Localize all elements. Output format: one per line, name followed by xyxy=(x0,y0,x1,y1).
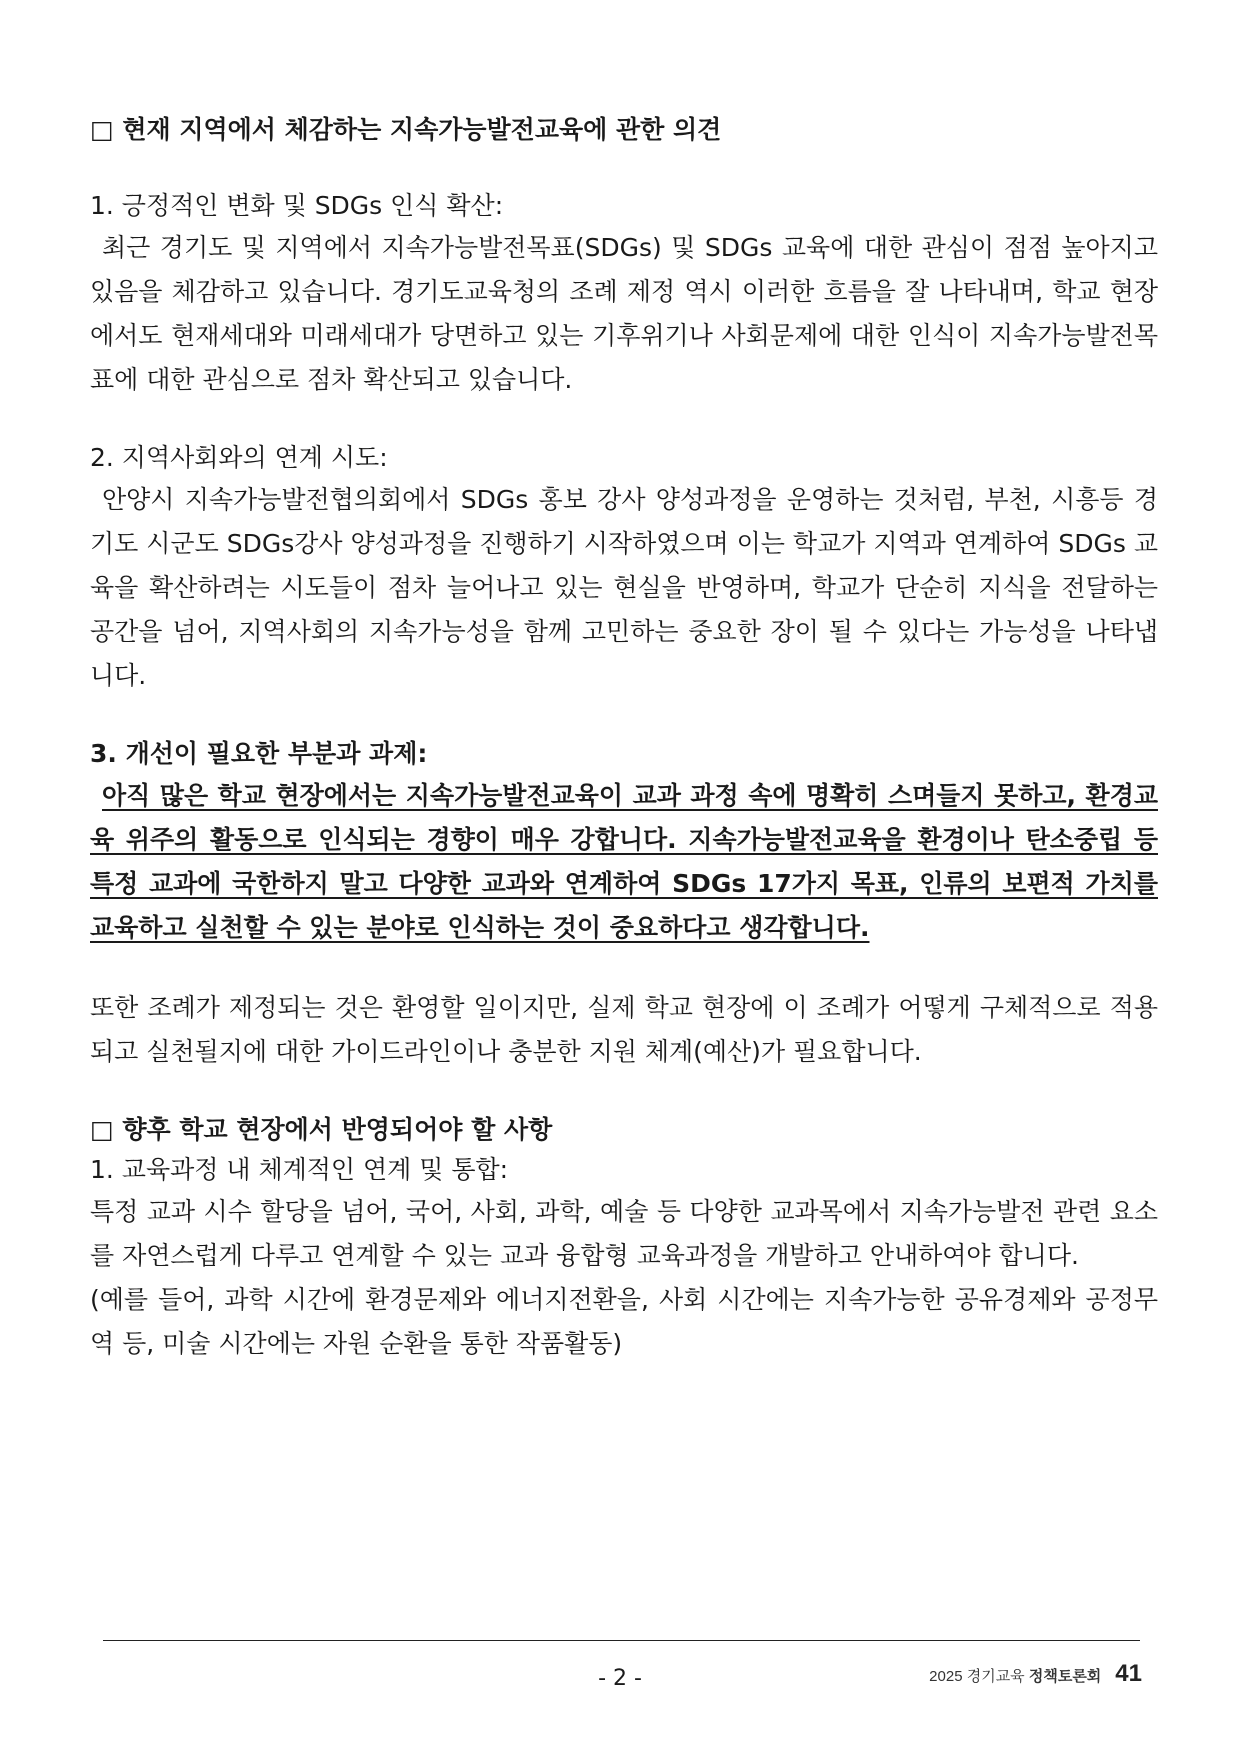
item-title-positive-change: 1. 긍정적인 변화 및 SDGs 인식 확산: xyxy=(90,191,504,220)
footer-divider xyxy=(103,1640,1140,1641)
paragraph-curriculum-example: (예를 들어, 과학 시간에 환경문제와 에너지전환을, 사회 시간에는 지속가능한 공유경제와 공정무역 등, 미술 시간에는 자원 순환을 통한 작품활동) xyxy=(90,1285,1158,1358)
footer-label-suffix: 정책토론회 xyxy=(1028,1668,1102,1685)
section-heading-future-reflection: □ 향후 학교 현장에서 반영되어야 할 사항 xyxy=(90,1115,553,1144)
page-number: 41 xyxy=(1115,1660,1142,1687)
footer-label-prefix: 2025 경기교육 xyxy=(929,1668,1025,1685)
footer-label xyxy=(929,1665,1101,1686)
paragraph-guidelines-support: 또한 조례가 제정되는 것은 환영할 일이지만, 실제 학교 현장에 이 조례가 어떻게 구체적으로 적용되고 실천될지에 대한 가이드라인이나 충분한 지원 체계(예산)가 필요합니다. xyxy=(90,993,1158,1066)
page-marker: - 2 - xyxy=(598,1666,642,1691)
item-title-community-link: 2. 지역사회와의 연계 시도: xyxy=(90,443,388,472)
paragraph-positive-change: 최근 경기도 및 지역에서 지속가능발전목표(SDGs) 및 SDGs 교육에 대한 관심이 점점 높아지고 있음을 체감하고 있습니다. 경기도교육청의 조례 제정 역시 이러한 흐름을 잘 나타내며, 학교 현장에서도 현재세대와 미래세대가 당면하고 있는 기후위기나 사회문제에 대한 인식이 지속가능발전목표에 대한 관심으로 점차 확산되고 있습니다. xyxy=(90,233,1158,394)
document-footer xyxy=(929,1660,1142,1688)
item-title-curriculum-integration: 1. 교육과정 내 체계적인 연계 및 통합: xyxy=(90,1155,509,1184)
section-heading-opinions: □ 현재 지역에서 체감하는 지속가능발전교육에 관한 의견 xyxy=(90,115,722,144)
item-title-improvements: 3. 개선이 필요한 부분과 과제: xyxy=(90,739,428,768)
paragraph-improvements-emphasis: 아직 많은 학교 현장에서는 지속가능발전교육이 교과 과정 속에 명확히 스며들지 못하고, 환경교육 위주의 활동으로 인식되는 경향이 매우 강합니다. 지속가능발전교육을 환경이나 탄소중립 등 특정 교과에 국한하지 말고 다양한 교과와 연계하여 SDGs 17가지 목표, 인류의 보편적 가치를 교육하고 실천할 수 있는 분야로 인식하는 것이 중요하다고 생각합니다. xyxy=(90,781,1158,942)
paragraph-curriculum-integration: 특정 교과 시수 할당을 넘어, 국어, 사회, 과학, 예술 등 다양한 교과목에서 지속가능발전 관련 요소를 자연스럽게 다루고 연계할 수 있는 교과 융합형 교육과정을 개발하고 안내하여야 합니다. xyxy=(90,1197,1158,1270)
paragraph-community-link: 안양시 지속가능발전협의회에서 SDGs 홍보 강사 양성과정을 운영하는 것처럼, 부천, 시흥등 경기도 시군도 SDGs강사 양성과정을 진행하기 시작하였으며 이는 학교가 지역과 연계하여 SDGs 교육을 확산하려는 시도들이 점차 늘어나고 있는 현실을 반영하며, 학교가 단순히 지식을 전달하는 공간을 넘어, 지역사회의 지속가능성을 함께 고민하는 중요한 장이 될 수 있다는 가능성을 나타냅니다. xyxy=(90,485,1158,690)
document-body xyxy=(90,110,1158,1366)
